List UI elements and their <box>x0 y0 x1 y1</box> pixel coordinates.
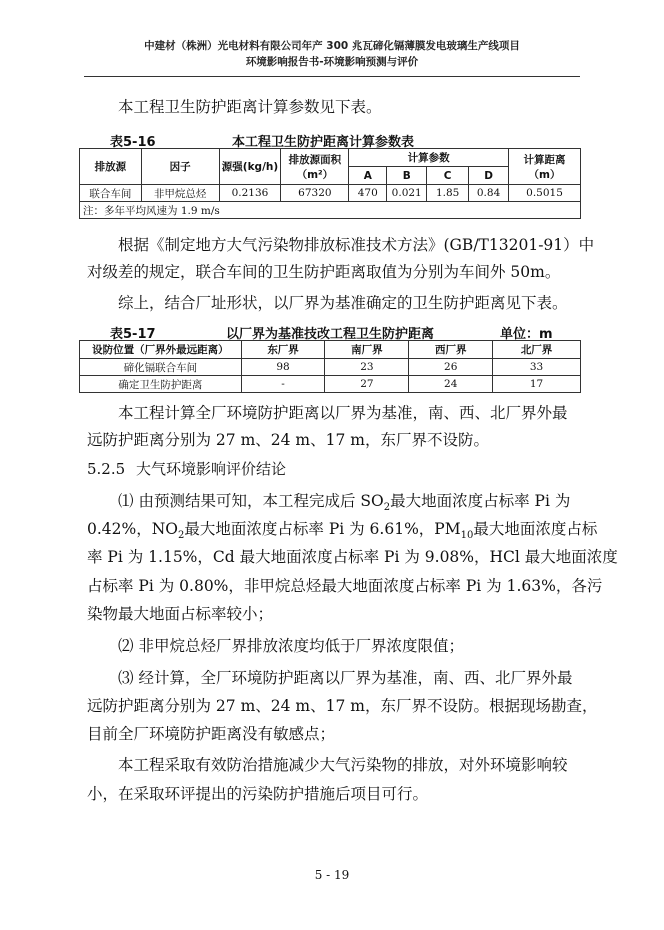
cell-position: 确定卫生防护距离 <box>80 376 242 393</box>
item3-line1: ⑶ 经计算，全厂环境防护距离以厂界为基准，南、西、北厂界外最 <box>118 669 573 687</box>
protection-distance-parameter-table <box>79 148 581 219</box>
item2-number: ⑵ <box>118 637 134 655</box>
header-east: 东厂界 <box>241 341 325 359</box>
section-title: 大气环境影响评价结论 <box>135 460 286 478</box>
header-calc-params: 计算参数 <box>349 149 509 167</box>
item3-number: ⑶ <box>118 669 134 687</box>
cell-west: 24 <box>409 376 493 393</box>
item1-line1: ⑴ 由预测结果可知，本工程完成后 $SO_2$最大地面浓度占标率 Pi 为 <box>118 492 571 514</box>
cell-west: 26 <box>409 359 493 376</box>
header-emission-source: 排放源 <box>80 149 142 185</box>
header-west: 西厂界 <box>409 341 493 359</box>
cell-param-c: 1.85 <box>427 185 469 202</box>
table-row <box>80 359 581 376</box>
header-south: 南厂界 <box>325 341 409 359</box>
table2-unit: 单位：m <box>500 327 553 342</box>
cell-param-a: 470 <box>349 185 387 202</box>
section-number: 5.2.5 <box>87 460 126 478</box>
para3-line2: 远防护距离分别为 27 m、24 m、17 m，东厂界不设防。 <box>87 431 489 449</box>
table2-number: 表5-17 <box>110 327 156 342</box>
para4-line2: 小，在采取环评提出的污染防护措施后项目可行。 <box>87 785 429 803</box>
cell-east: 98 <box>241 359 325 376</box>
table-row <box>80 185 581 202</box>
header-factor: 因子 <box>141 149 219 185</box>
table1-title: 本工程卫生防护距离计算参数表 <box>232 135 415 150</box>
para1-line1: 根据《制定地方大气污染物排放标准技术方法》(GB/T13201-91）中 <box>118 236 595 254</box>
header-source-area-unit: （m²） <box>296 168 334 181</box>
header-project-title: 中建材（株洲）光电材料有限公司年产 300 兆瓦碲化镉薄膜发电玻璃生产线项目 <box>144 40 520 52</box>
cell-north: 17 <box>493 376 581 393</box>
cell-factor: 非甲烷总烃 <box>141 185 219 202</box>
header-param-b: B <box>387 167 427 185</box>
header-param-d: D <box>469 167 509 185</box>
table1-number: 表5-16 <box>110 135 156 150</box>
item3-line3: 目前全厂环境防护距离没有敏感点； <box>87 725 336 743</box>
table-row <box>80 376 581 393</box>
header-param-a: A <box>349 167 387 185</box>
header-divider <box>84 76 580 77</box>
cell-param-b: 0.021 <box>387 185 427 202</box>
boundary-protection-distance-table <box>79 340 581 393</box>
para2: 综上，结合厂址形状，以厂界为基准确定的卫生防护距离见下表。 <box>118 294 568 312</box>
para4-line1: 本工程采取有效防治措施减少大气污染物的排放，对外环境影响较 <box>118 756 568 774</box>
para1-line2: 对级差的规定，联合车间的卫生防护距离取值为分别为车间外 50m。 <box>87 263 561 281</box>
cell-param-d: 0.84 <box>469 185 509 202</box>
cell-area: 67320 <box>281 185 349 202</box>
item2: ⑵ 非甲烷总烃厂界排放浓度均低于厂界浓度限值； <box>118 637 464 655</box>
cell-strength: 0.2136 <box>219 185 281 202</box>
header-source-area <box>281 149 349 185</box>
page-header <box>60 38 604 70</box>
cell-distance: 0.5015 <box>509 185 581 202</box>
item3-line2: 远防护距离分别为 27 m、24 m、17 m，东厂界不设防。根据现场勘查， <box>87 697 598 715</box>
table1-note: 注：多年平均风速为 1.9 m/s <box>80 202 581 219</box>
item1-line5: 染物最大地面占标率较小； <box>87 605 274 623</box>
page-number: 5 - 19 <box>314 868 350 882</box>
header-param-c: C <box>427 167 469 185</box>
header-calc-distance-unit: （m） <box>528 168 561 181</box>
cell-south: 23 <box>325 359 409 376</box>
table2-title: 以厂界为基准技改工程卫生防护距离 <box>226 327 435 342</box>
cell-south: 27 <box>325 376 409 393</box>
header-north: 北厂界 <box>493 341 581 359</box>
cell-east: - <box>241 376 325 393</box>
item1-line4: 占标率 Pi 为 0.80%，非甲烷总烃最大地面浓度占标率 Pi 为 1.63%，各污 <box>87 577 603 595</box>
header-source-strength: 源强(kg/h) <box>219 149 281 185</box>
item1-number: ⑴ <box>118 492 134 510</box>
header-calc-distance <box>509 149 581 185</box>
header-source-area-label: 排放源面积 <box>288 153 342 166</box>
header-calc-distance-label: 计算距离 <box>523 153 566 166</box>
item1-line3: 率 Pi 为 1.15%，Cd 最大地面浓度占标率 Pi 为 9.08%，HCl 最大地面浓度 <box>87 548 618 566</box>
para3-line1: 本工程计算全厂环境防护距离以厂界为基准，南、西、北厂界外最 <box>118 404 568 422</box>
section-heading <box>87 458 286 479</box>
intro-paragraph: 本工程卫生防护距离计算参数见下表。 <box>118 98 382 116</box>
cell-position: 碲化镉联合车间 <box>80 359 242 376</box>
cell-north: 33 <box>493 359 581 376</box>
header-position: 设防位置（厂界外最远距离） <box>80 341 242 359</box>
header-chapter-title: 环境影响报告书-环境影响预测与评价 <box>245 56 419 68</box>
item1-line2: 0.42%，$NO_2$最大地面浓度占标率 Pi 为 6.61%，$PM_{10}$最大地面浓度占标 <box>87 520 598 542</box>
cell-source: 联合车间 <box>80 185 142 202</box>
